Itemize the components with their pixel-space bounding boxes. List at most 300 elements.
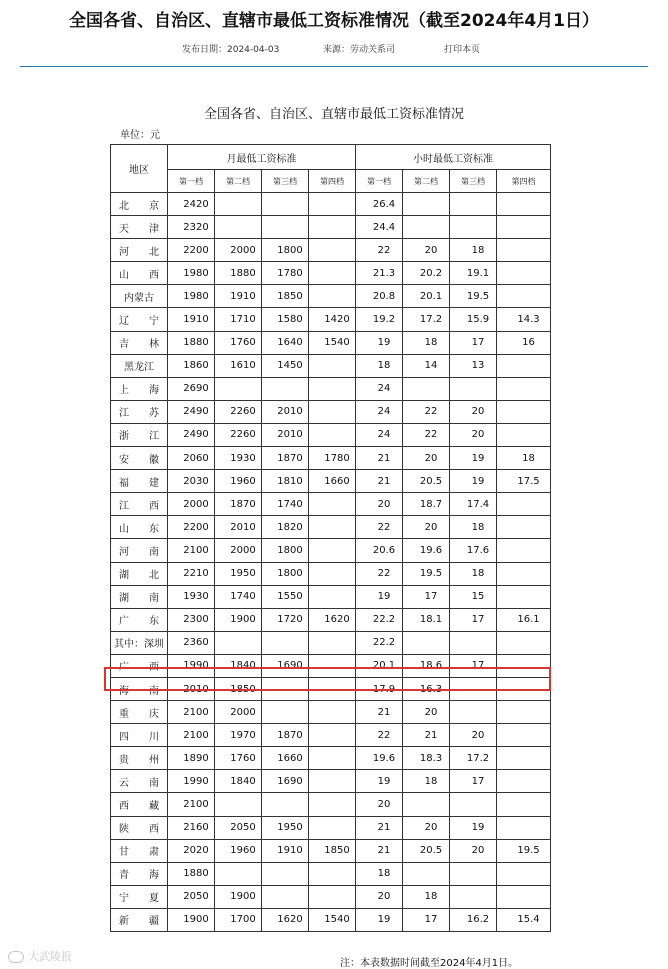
value-cell bbox=[497, 862, 551, 885]
value-cell: 18 bbox=[403, 770, 450, 793]
value-cell: 1640 bbox=[262, 331, 309, 354]
minimum-wage-table bbox=[110, 144, 551, 932]
value-cell: 20.5 bbox=[403, 470, 450, 493]
table-row bbox=[111, 654, 551, 677]
region-cell: 重庆 bbox=[111, 701, 168, 724]
value-cell: 1900 bbox=[168, 908, 215, 931]
table-row bbox=[111, 631, 551, 654]
value-cell: 2050 bbox=[168, 885, 215, 908]
table-row bbox=[111, 908, 551, 931]
value-cell: 1880 bbox=[168, 331, 215, 354]
value-cell bbox=[262, 631, 309, 654]
region-cell: 黑龙江 bbox=[111, 354, 168, 377]
value-cell: 17 bbox=[403, 908, 450, 931]
value-cell bbox=[450, 793, 497, 816]
value-cell: 21 bbox=[356, 447, 403, 470]
table-row bbox=[111, 862, 551, 885]
value-cell: 17 bbox=[450, 608, 497, 631]
value-cell: 1780 bbox=[309, 447, 356, 470]
value-cell: 20 bbox=[403, 816, 450, 839]
value-cell: 22 bbox=[356, 239, 403, 262]
value-cell: 2000 bbox=[215, 539, 262, 562]
value-cell: 17.4 bbox=[450, 493, 497, 516]
value-cell: 19.1 bbox=[450, 262, 497, 285]
value-cell: 1720 bbox=[262, 608, 309, 631]
table-row bbox=[111, 239, 551, 262]
value-cell: 18 bbox=[497, 447, 551, 470]
value-cell bbox=[450, 377, 497, 400]
value-cell bbox=[497, 354, 551, 377]
value-cell: 22 bbox=[403, 423, 450, 446]
value-cell bbox=[497, 423, 551, 446]
region-cell: 辽宁 bbox=[111, 308, 168, 331]
value-cell: 1690 bbox=[262, 654, 309, 677]
value-cell: 2490 bbox=[168, 423, 215, 446]
region-cell: 海南 bbox=[111, 677, 168, 700]
table-row bbox=[111, 562, 551, 585]
value-cell: 1860 bbox=[168, 354, 215, 377]
monthly-header: 月最低工资标准 bbox=[168, 145, 356, 170]
value-cell: 18 bbox=[403, 885, 450, 908]
value-cell bbox=[309, 262, 356, 285]
value-cell bbox=[215, 216, 262, 239]
value-cell: 2200 bbox=[168, 516, 215, 539]
region-cell: 西藏 bbox=[111, 793, 168, 816]
value-cell bbox=[262, 793, 309, 816]
value-cell bbox=[497, 747, 551, 770]
value-cell: 19 bbox=[356, 585, 403, 608]
value-cell: 2260 bbox=[215, 423, 262, 446]
value-cell: 1740 bbox=[262, 493, 309, 516]
value-cell bbox=[403, 193, 450, 216]
header-divider bbox=[20, 66, 648, 67]
value-cell: 1820 bbox=[262, 516, 309, 539]
value-cell: 20.8 bbox=[356, 285, 403, 308]
value-cell: 17 bbox=[450, 654, 497, 677]
hourly-header: 小时最低工资标准 bbox=[356, 145, 551, 170]
value-cell: 1930 bbox=[168, 585, 215, 608]
tier-header: 第一档 bbox=[356, 170, 403, 193]
value-cell: 1840 bbox=[215, 770, 262, 793]
value-cell bbox=[497, 816, 551, 839]
value-cell: 24.4 bbox=[356, 216, 403, 239]
value-cell: 1910 bbox=[168, 308, 215, 331]
value-cell: 1910 bbox=[262, 839, 309, 862]
tier-header: 第四档 bbox=[497, 170, 551, 193]
value-cell: 1870 bbox=[262, 724, 309, 747]
value-cell: 13 bbox=[450, 354, 497, 377]
value-cell: 19.5 bbox=[403, 562, 450, 585]
value-cell bbox=[309, 400, 356, 423]
table-row bbox=[111, 770, 551, 793]
value-cell bbox=[309, 516, 356, 539]
value-cell bbox=[215, 631, 262, 654]
value-cell bbox=[497, 585, 551, 608]
value-cell: 2260 bbox=[215, 400, 262, 423]
value-cell bbox=[262, 216, 309, 239]
value-cell: 20 bbox=[356, 493, 403, 516]
value-cell bbox=[262, 377, 309, 400]
value-cell: 20 bbox=[450, 839, 497, 862]
value-cell bbox=[309, 585, 356, 608]
region-cell: 云南 bbox=[111, 770, 168, 793]
value-cell: 18.7 bbox=[403, 493, 450, 516]
table-row bbox=[111, 377, 551, 400]
value-cell: 1660 bbox=[309, 470, 356, 493]
value-cell bbox=[309, 216, 356, 239]
table-row bbox=[111, 331, 551, 354]
value-cell bbox=[450, 885, 497, 908]
value-cell: 1900 bbox=[215, 608, 262, 631]
value-cell: 16 bbox=[497, 331, 551, 354]
value-cell: 14.3 bbox=[497, 308, 551, 331]
value-cell: 2030 bbox=[168, 470, 215, 493]
footnote: 注：本表数据时间截至2024年4月1日。 bbox=[340, 958, 519, 969]
region-cell: 宁夏 bbox=[111, 885, 168, 908]
value-cell: 1870 bbox=[262, 447, 309, 470]
value-cell bbox=[215, 793, 262, 816]
value-cell: 18.6 bbox=[403, 654, 450, 677]
value-cell bbox=[309, 562, 356, 585]
value-cell bbox=[497, 677, 551, 700]
value-cell: 1850 bbox=[309, 839, 356, 862]
value-cell: 16.2 bbox=[450, 908, 497, 931]
value-cell bbox=[309, 423, 356, 446]
value-cell bbox=[403, 793, 450, 816]
value-cell bbox=[497, 539, 551, 562]
value-cell: 20 bbox=[450, 400, 497, 423]
value-cell: 1620 bbox=[309, 608, 356, 631]
region-cell: 吉林 bbox=[111, 331, 168, 354]
value-cell: 2100 bbox=[168, 724, 215, 747]
value-cell: 17 bbox=[450, 331, 497, 354]
value-cell: 21 bbox=[356, 839, 403, 862]
table-row bbox=[111, 493, 551, 516]
value-cell: 24 bbox=[356, 400, 403, 423]
value-cell: 20 bbox=[403, 239, 450, 262]
region-cell: 浙江 bbox=[111, 423, 168, 446]
value-cell: 1950 bbox=[215, 562, 262, 585]
value-cell bbox=[215, 193, 262, 216]
value-cell: 20 bbox=[403, 701, 450, 724]
value-cell: 1780 bbox=[262, 262, 309, 285]
table-row bbox=[111, 885, 551, 908]
value-cell bbox=[309, 631, 356, 654]
value-cell: 18 bbox=[356, 862, 403, 885]
value-cell: 1900 bbox=[215, 885, 262, 908]
value-cell: 21 bbox=[403, 724, 450, 747]
value-cell: 15 bbox=[450, 585, 497, 608]
value-cell bbox=[309, 793, 356, 816]
value-cell bbox=[309, 816, 356, 839]
value-cell: 1620 bbox=[262, 908, 309, 931]
value-cell bbox=[403, 631, 450, 654]
value-cell bbox=[450, 216, 497, 239]
value-cell: 21.3 bbox=[356, 262, 403, 285]
value-cell bbox=[309, 747, 356, 770]
region-cell: 江苏 bbox=[111, 400, 168, 423]
value-cell bbox=[497, 400, 551, 423]
watermark-logo-icon bbox=[8, 951, 24, 963]
value-cell: 2360 bbox=[168, 631, 215, 654]
value-cell: 1810 bbox=[262, 470, 309, 493]
value-cell bbox=[309, 285, 356, 308]
value-cell: 1960 bbox=[215, 470, 262, 493]
value-cell: 21 bbox=[356, 701, 403, 724]
value-cell bbox=[450, 631, 497, 654]
value-cell: 17.9 bbox=[356, 677, 403, 700]
table-row bbox=[111, 516, 551, 539]
value-cell: 17 bbox=[403, 585, 450, 608]
value-cell: 1970 bbox=[215, 724, 262, 747]
value-cell: 18.3 bbox=[403, 747, 450, 770]
value-cell: 19.5 bbox=[497, 839, 551, 862]
value-cell: 1800 bbox=[262, 239, 309, 262]
value-cell: 1540 bbox=[309, 908, 356, 931]
table-row bbox=[111, 423, 551, 446]
value-cell: 1800 bbox=[262, 562, 309, 585]
tier-header: 第三档 bbox=[262, 170, 309, 193]
value-cell: 19 bbox=[356, 331, 403, 354]
value-cell: 22 bbox=[356, 724, 403, 747]
value-cell: 2010 bbox=[262, 400, 309, 423]
value-cell: 1880 bbox=[168, 862, 215, 885]
value-cell bbox=[309, 677, 356, 700]
value-cell: 2300 bbox=[168, 608, 215, 631]
value-cell: 2010 bbox=[168, 677, 215, 700]
table-row bbox=[111, 470, 551, 493]
value-cell: 1890 bbox=[168, 747, 215, 770]
region-cell: 上海 bbox=[111, 377, 168, 400]
value-cell: 17 bbox=[450, 770, 497, 793]
value-cell: 19.6 bbox=[356, 747, 403, 770]
value-cell: 15.9 bbox=[450, 308, 497, 331]
region-cell: 河北 bbox=[111, 239, 168, 262]
value-cell: 2010 bbox=[215, 516, 262, 539]
value-cell bbox=[403, 216, 450, 239]
tier-header: 第三档 bbox=[450, 170, 497, 193]
value-cell: 18 bbox=[450, 562, 497, 585]
unit-label: 单位：元 bbox=[120, 130, 160, 141]
tier-header: 第二档 bbox=[215, 170, 262, 193]
value-cell bbox=[309, 701, 356, 724]
table-row bbox=[111, 285, 551, 308]
value-cell bbox=[450, 862, 497, 885]
value-cell: 2690 bbox=[168, 377, 215, 400]
value-cell bbox=[450, 677, 497, 700]
table-row bbox=[111, 308, 551, 331]
region-cell: 内蒙古 bbox=[111, 285, 168, 308]
value-cell bbox=[215, 377, 262, 400]
value-cell bbox=[309, 724, 356, 747]
region-cell: 四川 bbox=[111, 724, 168, 747]
value-cell: 1850 bbox=[262, 285, 309, 308]
region-cell: 山西 bbox=[111, 262, 168, 285]
region-cell: 福建 bbox=[111, 470, 168, 493]
value-cell: 1990 bbox=[168, 770, 215, 793]
value-cell: 22 bbox=[403, 400, 450, 423]
value-cell: 17.2 bbox=[403, 308, 450, 331]
value-cell: 1580 bbox=[262, 308, 309, 331]
value-cell bbox=[497, 562, 551, 585]
value-cell bbox=[215, 862, 262, 885]
value-cell bbox=[497, 285, 551, 308]
table-row bbox=[111, 400, 551, 423]
value-cell: 2050 bbox=[215, 816, 262, 839]
value-cell: 1450 bbox=[262, 354, 309, 377]
value-cell: 19.2 bbox=[356, 308, 403, 331]
document-title: 全国各省、自治区、直辖市最低工资标准情况 bbox=[203, 107, 464, 122]
table-row bbox=[111, 585, 551, 608]
value-cell: 2100 bbox=[168, 793, 215, 816]
region-cell: 广东 bbox=[111, 608, 168, 631]
value-cell bbox=[309, 539, 356, 562]
value-cell: 2000 bbox=[168, 493, 215, 516]
value-cell: 20.1 bbox=[356, 654, 403, 677]
value-cell: 21 bbox=[356, 470, 403, 493]
region-cell: 广西 bbox=[111, 654, 168, 677]
value-cell bbox=[497, 516, 551, 539]
value-cell bbox=[309, 354, 356, 377]
value-cell: 1420 bbox=[309, 308, 356, 331]
value-cell bbox=[497, 885, 551, 908]
value-cell: 24 bbox=[356, 377, 403, 400]
value-cell: 2200 bbox=[168, 239, 215, 262]
table-row bbox=[111, 608, 551, 631]
value-cell bbox=[497, 239, 551, 262]
value-cell: 2060 bbox=[168, 447, 215, 470]
value-cell: 20 bbox=[450, 724, 497, 747]
value-cell bbox=[262, 677, 309, 700]
region-cell: 其中：深圳 bbox=[111, 631, 168, 654]
value-cell bbox=[309, 770, 356, 793]
value-cell: 2320 bbox=[168, 216, 215, 239]
region-cell: 安徽 bbox=[111, 447, 168, 470]
value-cell: 20 bbox=[403, 447, 450, 470]
value-cell: 20 bbox=[450, 423, 497, 446]
table-body bbox=[111, 193, 551, 932]
table-row bbox=[111, 354, 551, 377]
value-cell: 1760 bbox=[215, 331, 262, 354]
value-cell: 20 bbox=[356, 885, 403, 908]
value-cell: 18 bbox=[356, 354, 403, 377]
value-cell: 19.6 bbox=[403, 539, 450, 562]
region-cell: 湖北 bbox=[111, 562, 168, 585]
value-cell: 2000 bbox=[215, 701, 262, 724]
region-cell: 湖南 bbox=[111, 585, 168, 608]
print-page-link[interactable]: 打印本页 bbox=[444, 45, 481, 55]
value-cell: 21 bbox=[356, 816, 403, 839]
value-cell bbox=[497, 770, 551, 793]
region-cell: 山东 bbox=[111, 516, 168, 539]
value-cell: 1880 bbox=[215, 262, 262, 285]
value-cell: 19 bbox=[356, 770, 403, 793]
value-cell: 1910 bbox=[215, 285, 262, 308]
value-cell bbox=[262, 885, 309, 908]
value-cell: 1710 bbox=[215, 308, 262, 331]
value-cell bbox=[403, 862, 450, 885]
watermark-text: 大武陵报 bbox=[28, 950, 72, 963]
table-row bbox=[111, 447, 551, 470]
region-cell: 甘肃 bbox=[111, 839, 168, 862]
table-row bbox=[111, 839, 551, 862]
value-cell bbox=[309, 654, 356, 677]
source-label: 来源：劳动关系司 bbox=[323, 45, 396, 55]
value-cell: 2420 bbox=[168, 193, 215, 216]
region-cell: 陕西 bbox=[111, 816, 168, 839]
value-cell: 17.2 bbox=[450, 747, 497, 770]
value-cell: 1930 bbox=[215, 447, 262, 470]
value-cell: 2160 bbox=[168, 816, 215, 839]
value-cell: 22.2 bbox=[356, 608, 403, 631]
value-cell bbox=[497, 701, 551, 724]
value-cell: 2100 bbox=[168, 701, 215, 724]
value-cell: 1980 bbox=[168, 285, 215, 308]
tier-header: 第一档 bbox=[168, 170, 215, 193]
value-cell: 22 bbox=[356, 562, 403, 585]
value-cell: 1980 bbox=[168, 262, 215, 285]
value-cell bbox=[309, 193, 356, 216]
value-cell: 1840 bbox=[215, 654, 262, 677]
value-cell: 20.2 bbox=[403, 262, 450, 285]
value-cell: 24 bbox=[356, 423, 403, 446]
table-row bbox=[111, 747, 551, 770]
value-cell bbox=[497, 193, 551, 216]
value-cell bbox=[450, 701, 497, 724]
value-cell bbox=[309, 862, 356, 885]
value-cell: 18.1 bbox=[403, 608, 450, 631]
region-cell: 北京 bbox=[111, 193, 168, 216]
value-cell: 1990 bbox=[168, 654, 215, 677]
table-row bbox=[111, 724, 551, 747]
value-cell bbox=[497, 493, 551, 516]
value-cell bbox=[497, 262, 551, 285]
value-cell: 19 bbox=[450, 816, 497, 839]
value-cell: 1550 bbox=[262, 585, 309, 608]
value-cell: 1610 bbox=[215, 354, 262, 377]
table-row bbox=[111, 677, 551, 700]
region-cell: 新疆 bbox=[111, 908, 168, 931]
value-cell bbox=[403, 377, 450, 400]
value-cell: 17.5 bbox=[497, 470, 551, 493]
value-cell bbox=[262, 862, 309, 885]
value-cell: 20 bbox=[356, 793, 403, 816]
table-row bbox=[111, 193, 551, 216]
table-row bbox=[111, 793, 551, 816]
value-cell: 16.3 bbox=[403, 677, 450, 700]
table-subheader-row bbox=[111, 170, 551, 193]
value-cell: 19 bbox=[450, 470, 497, 493]
region-header: 地区 bbox=[111, 145, 168, 193]
value-cell bbox=[262, 701, 309, 724]
value-cell bbox=[497, 654, 551, 677]
value-cell: 26.4 bbox=[356, 193, 403, 216]
table-header-row bbox=[111, 145, 551, 170]
value-cell: 14 bbox=[403, 354, 450, 377]
value-cell: 1870 bbox=[215, 493, 262, 516]
value-cell: 19 bbox=[450, 447, 497, 470]
table-row bbox=[111, 539, 551, 562]
value-cell bbox=[497, 216, 551, 239]
value-cell: 1850 bbox=[215, 677, 262, 700]
region-cell: 河南 bbox=[111, 539, 168, 562]
value-cell: 1660 bbox=[262, 747, 309, 770]
value-cell: 1760 bbox=[215, 747, 262, 770]
value-cell: 1740 bbox=[215, 585, 262, 608]
value-cell bbox=[497, 631, 551, 654]
table-row bbox=[111, 262, 551, 285]
region-cell: 青海 bbox=[111, 862, 168, 885]
